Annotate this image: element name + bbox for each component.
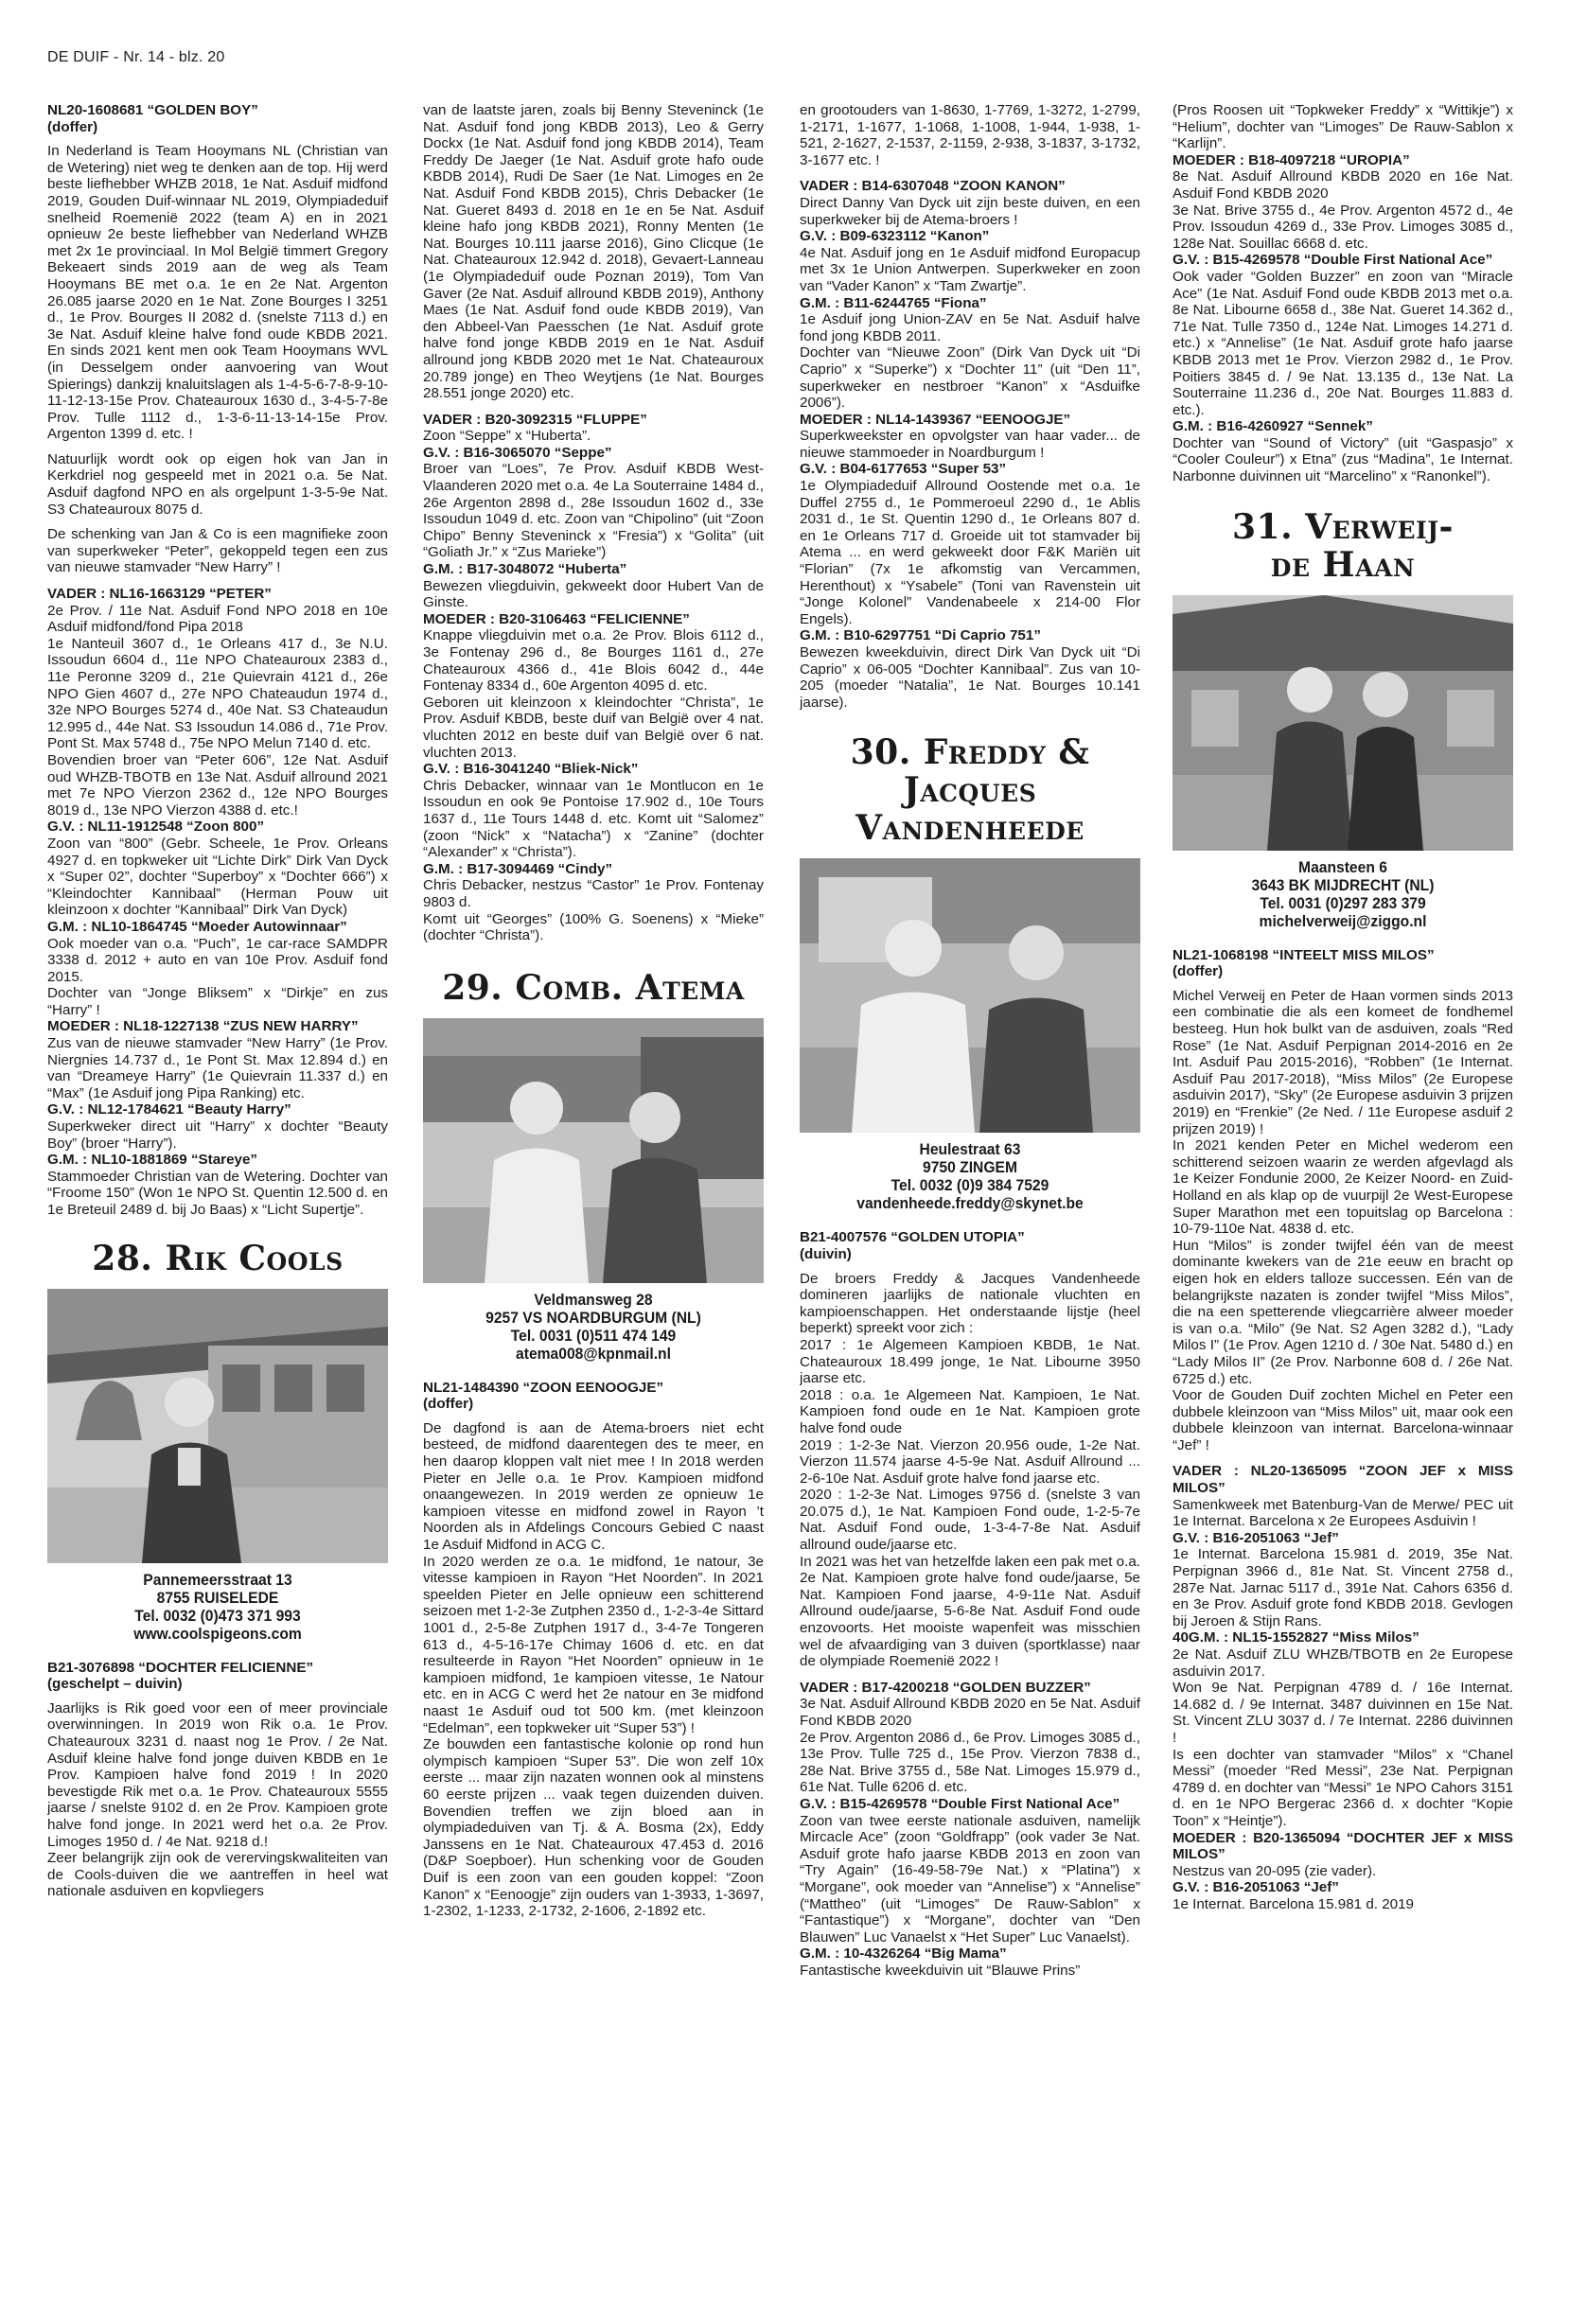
address-city: 3643 BK MIJDRECHT (NL) [1251, 875, 1435, 894]
entry-heading: B21-3076898 “DOCHTER FELICIENNE” [47, 1659, 314, 1676]
address-phone: Tel. 0031 (0)511 474 149 [510, 1326, 677, 1345]
grandsire-heading: G.V. : NL11-1912548 “Zoon 800” [47, 819, 265, 836]
paragraph: 2018 : o.a. 1e Algemeen Nat. Kampioen, 1e Nat. Kampioen fond oude en 1e Nat. Kampioen grote halve fond oude [800, 1386, 1140, 1436]
paragraph: Ze bouwden een fantastische kolonie op rond hun olympisch kampioen “Super 53”. Die won zelf 10x eerste ... maar zijn nazaten wonnen ook al minstens 60 eerste prijzen ... vaak tegen duizenden duiven. Bovendien treffen we zijn bloed aan in olympiadeduiven van Tj. & A. Bosma (2x), Eddy Janssens en 1e Nat. Chateauroux 47.453 d. 2016 (D&P Soepboer). Hun schenking voor de Gouden Duif is een zoon van een gouden koppel: “Zoon Kanon” x “Eenoogje” zijn ouders van 1-3933, 1-3697, 1-2302, 1-1233, 2-1732, 2-1606, 2-1892 etc. [423, 1736, 764, 1920]
section-title: 28. Rik Cools [92, 1238, 344, 1278]
paragraph: 3e Nat. Brive 3755 d., 4e Prov. Argenton 4572 d., 4e Prov. Issoudun 4269 d., 33e Prov. Limoges 3085 d., 128e Nat. Souillac 6668 d. etc. [1173, 202, 1513, 252]
paragraph: Komt uit “Georges” (100% G. Soenens) x “Mieke” (dochter “Christa”). [423, 910, 764, 944]
column-1 [47, 102, 388, 2307]
paragraph: van de laatste jaren, zoals bij Benny Steveninck (1e Nat. Asduif fond jong KBDB 2013), Leo & Gerry Dockx (1e Nat. Asduif fond jong KBDB 2014), Team Freddy De Jaeger (1e Nat. Asduif grote hafo oude KBDB 2014), Rudi De Saer (1e Nat. Limoges en 2e Nat. Asduif Fond KBDB 2015), Chris Debacker (1e Nat. Gueret 8493 d. 2018 en 1e en 5e Nat. Asduif kleine hafo jong KBDB 2021), Ronny Menten (1e Nat. Bourges 10.111 jaarse 2016), Gino Clicque (1e Nat. Chateauroux 12.942 d. 2018), Gevaert-Lanneau (1e Olympiadeduif oude Poznan 2019), Tom Van Gaver (2e Nat. Asduif allround KBDB 2019), Anthony Maes (1e Nat. Asduif fond oude KBDB 2019), Van den Abbeel-Van Paesschen (1e Nat. Asduif grote halve fond jonge KBDB 2019 en 1e Nat. Asduif allround jong KBDB 2020 met 1e Nat. Chateauroux 20.789 jonge) en Theo Weytjens (1e Nat. Bourges 28.551 jonge 2020) etc. [423, 102, 764, 402]
entry-subheading: (geschelpt – duivin) [47, 1676, 183, 1693]
grandsire-heading: G.V. : B15-4269578 “Double First National Ace” [1173, 252, 1493, 269]
sire-heading: VADER : NL16-1663129 “PETER” [47, 586, 272, 603]
paragraph: 1e Internat. Barcelona 15.981 d. 2019, 35e Nat. Perpignan 3966 d., 81e Nat. St. Vincent 2758 d., 287e Nat. Jarnac 5117 d., 391e Nat. Cahors 6356 d. en 3e Prov. Asduif grote fond KBDB 2018. Gevlogen bij Jeroen & Stijn Rans. [1173, 1546, 1513, 1629]
paragraph: Zoon “Seppe” x “Huberta”. [423, 428, 591, 445]
paragraph: Superkweekster en opvolgster van haar vader... de nieuwe stammoeder in Noardburgum ! [800, 428, 1140, 461]
address-street: Veldmansweg 28 [534, 1290, 653, 1309]
granddam-heading: G.M. : B17-3094469 “Cindy” [423, 860, 613, 877]
paragraph: Samenkweek met Batenburg-Van de Merwe/ PEC uit 1e Internat. Barcelona x 2e Europees Asduivin ! [1173, 1496, 1513, 1530]
granddam-heading: 40G.M. : NL15-1552827 “Miss Milos” [1173, 1629, 1419, 1646]
dam-heading: MOEDER : NL14-1439367 “EENOOGJE” [800, 411, 1071, 428]
granddam-heading: G.M. : B11-6244765 “Fiona” [800, 294, 987, 311]
entry-heading: NL21-1484390 “ZOON EENOOGJE” [423, 1379, 664, 1396]
sire-heading: VADER : NL20-1365095 “ZOON JEF x MISS MILOS” [1173, 1463, 1513, 1497]
entry-heading: B21-4007576 “GOLDEN UTOPIA” [800, 1229, 1025, 1246]
sire-heading: VADER : B17-4200218 “GOLDEN BUZZER” [800, 1679, 1091, 1696]
granddam-heading: G.M. : 10-4326264 “Big Mama” [800, 1945, 1007, 1963]
paragraph: Zoon van “800” (Gebr. Scheele, 1e Prov. Orleans 4927 d. en topkweker uit “Lichte Dirk” Dirk Van Dyck x “Super 02”, dochter “Superboy” x “Dochter 666”) x “Kleindochter Kannibaal” (Herman Pouw uit kleinzoon x dochter “Kannibaal” Dirk Van Dyck) [47, 835, 388, 919]
breeders-photo [1173, 595, 1513, 851]
dam-heading: MOEDER : NL18-1227138 “ZUS NEW HARRY” [47, 1018, 359, 1035]
paragraph: Fantastische kweekduivin uit “Blauwe Prins” [800, 1962, 1081, 1979]
address-city: 8755 RUISELEDE [156, 1588, 279, 1607]
paragraph: Chris Debacker, nestzus “Castor” 1e Prov. Fontenay 9803 d. [423, 877, 764, 910]
paragraph: Zus van de nieuwe stamvader “New Harry” (1e Prov. Niergnies 14.737 d., 1e Pont St. Max 12.894 d.) en van “Dreameye Harry” (1e Quievrain 11.337 d.) en “Max” (1e Asduif jong Pipa Ranking) etc. [47, 1035, 388, 1101]
paragraph: Natuurlijk wordt ook op eigen hok van Jan in Kerkdriel nog gespeeld met in 2021 o.a. 5e Nat. Asduif dagfond NPO en als orgelpunt 1-3-5-9e Nat. S3 Chateauroux 8075 d. [47, 450, 388, 518]
dam-heading: MOEDER : B20-3106463 “FELICIENNE” [423, 610, 690, 627]
grandsire-heading: G.V. : B09-6323112 “Kanon” [800, 228, 990, 245]
paragraph: Dochter van “Nieuwe Zoon” (Dirk Van Dyck uit “Di Caprio” x “Superke”) x “Dochter 11” (uit “Den 11”, superkweker en nestbroer “Kanon” x “Asduifke 2006”). [800, 344, 1140, 412]
paragraph: 8e Nat. Asduif Allround KBDB 2020 en 16e Nat. Asduif Fond KBDB 2020 [1173, 168, 1513, 202]
granddam-heading: G.M. : NL10-1864745 “Moeder Autowinnaar” [47, 918, 347, 935]
paragraph: In 2021 kenden Peter en Michel wederom een schitterend seizoen waarin ze werden afgevlagd als 1e Keizer Fondunie 2000, 2e Keizer Noord- en Zuid-Holland en als klap op de vuurpijl 2e West-Europese Super Marathon met een topuitslag op Barcelona : 10-79-110e Nat. 4838 d. etc. [1173, 1137, 1513, 1238]
grandsire-heading: G.V. : B16-2051063 “Jef” [1173, 1879, 1339, 1896]
sire-heading: VADER : B14-6307048 “ZOON KANON” [800, 178, 1066, 195]
paragraph: 2e Nat. Asduif ZLU WHZB/TBOTB en 2e Europese asduivin 2017. [1173, 1646, 1513, 1680]
grandsire-heading: G.V. : B16-3041240 “Bliek-Nick” [423, 761, 639, 778]
paragraph: Voor de Gouden Duif zochten Michel en Peter een dubbele kleinzoon van “Miss Milos” uit, maar ook een dubbele kleinzoon van internat. Barcelona-winnaar “Jef” ! [1173, 1387, 1513, 1453]
paragraph: 2e Prov. Argenton 2086 d., 6e Prov. Limoges 3085 d., 13e Prov. Tulle 725 d., 15e Prov. Vierzon 7838 d., 28e Nat. Brive 3755 d., 58e Nat. Limoges 15.979 d., 61e Nat. Tulle 6206 d. etc. [800, 1729, 1140, 1796]
paragraph: 1e Nanteuil 3607 d., 1e Orleans 417 d., 3e N.U. Issoudun 6604 d., 11e NPO Chateauroux 2383 d., 11e Peronne 3209 d., 21e Quievrain 4121 d., 26e NPO Gien 4607 d., 27e NPO Chateaudun 1974 d., 32e NPO Bourges 5274 d., 40e Nat. S3 Chateaudun 12.995 d., 44e Nat. S3 Issoudun 14.086 d., 71e Prov. Pont St. Max 5748 d., 75e NPO Melun 7140 d. etc. [47, 635, 388, 752]
paragraph: Zeer belangrijk zijn ook de verervingskwaliteiten van de Cools-duiven die we aantreffen in heel wat nationale asduiven en kopvliegers [47, 1850, 388, 1900]
address-city: 9750 ZINGEM [923, 1158, 1017, 1177]
paragraph: Jaarlijks is Rik goed voor een of meer provinciale overwinningen. In 2019 won Rik o.a. 1e Prov. Chateauroux 3231 d. naast nog 1e Prov. / 2e Nat. Asduif kleine halve fond jonge duiven KBDB en 1e Prov. Kampioen halve fond 2019 ! In 2020 bevestigde Rik met o.a. 1e Prov. Chateauroux 5555 jaarse / snelste 9102 d. en 2e Prov. Kampioen grote halve fond jonge. In 2021 werd het o.a. 2e Prov. Limoges 1950 d. / 4e Nat. 9218 d.! [47, 1699, 388, 1850]
breeders-photo [800, 858, 1140, 1133]
loft-photo [47, 1289, 388, 1563]
paragraph: Dochter van “Sound of Victory” (uit “Gaspasjo” x “Cooler Couleur”) x Etna” (zus “Madina”, 1e Internat. Narbonne duivinnen uit “Marcelino” x “Ranonkel”). [1173, 434, 1513, 485]
column-3 [800, 102, 1140, 2307]
dam-heading: MOEDER : B18-4097218 “UROPIA” [1173, 151, 1410, 168]
paragraph: Won 9e Nat. Perpignan 4789 d. / 16e Internat. 14.682 d. / 9e Internat. 3487 duivinnen en 15e Nat. St. Vincent ZLU 3037 d. / 7e Internat. 2286 duivinnen ! [1173, 1680, 1513, 1746]
paragraph: Ook vader “Golden Buzzer” en zoon van “Miracle Ace” (1e Nat. Asduif Fond oude KBDB 2013 met o.a. 8e Nat. Libourne 6658 d., 38e Nat. Gueret 14.362 d., 71e Nat. Tulle 7350 d., 124e Nat. Limoges 14.271 d. etc.) x “Annelise” (1e Nat. Asduif grote hafo jaarse KBDB 2013 met 1e Prov. Vierzon 2982 d., 1e Prov. Poitiers 3845 d. / 9e Nat. 13.135 d., 13e Nat. La Souterraine 11.236 d., 20e Nat. Bourges 11.883 d. etc.). [1173, 268, 1513, 418]
paragraph: 2020 : 1-2-3e Nat. Limoges 9756 d. (snelste 3 van 20.075 d.), 1e Nat. Kampioen Fond oude, 1-2-5-7e Nat. Asduif Fond oude, 1-3-4-7-8e Nat. Asduif allround oude/jaarse etc. [800, 1487, 1140, 1554]
paragraph: De schenking van Jan & Co is een magnifieke zoon van superkweker “Peter”, gekoppeld tegen een zus van nieuwe stamvader “New Harry” ! [47, 526, 388, 576]
paragraph: De broers Freddy & Jacques Vandenheede domineren jaarlijks de nationale vluchten en kampioenschappen. Het onderstaande lijstje (heel beperkt) spreekt voor zich : [800, 1270, 1140, 1337]
paragraph: Broer van “Loes”, 7e Prov. Asduif KBDB West-Vlaanderen 2020 met o.a. 4e La Souterraine 1484 d., 26e Argenton 2898 d., 28e Issoudun 1602 d., 33e Issoudun 1049 d. etc. Zoon van “Chipolino” (uit “Zoon Chipo” Benny Steveninck x “Fresia”) x “Golita” (uit “Goliath Jr.” x “Zus Marieke”) [423, 461, 764, 561]
address-street: Pannemeersstraat 13 [143, 1570, 292, 1589]
paragraph: Geboren uit kleinzoon x kleindochter “Christa”, 1e Prov. Asduif KBDB, beste duif van België over 4 nat. vluchten 2012 en beste duif van België over 6 nat. vluchten 2013. [423, 694, 764, 761]
grandsire-heading: G.V. : B04-6177653 “Super 53” [800, 461, 1007, 478]
granddam-heading: G.M. : NL10-1881869 “Stareye” [47, 1152, 258, 1169]
entry-subheading: (doffer) [1173, 963, 1224, 980]
paragraph: Knappe vliegduivin met o.a. 2e Prov. Blois 6112 d., 3e Fontenay 296 d., 8e Bourges 1161 d., 27e Chateauroux 4366 d., 41e Blois 6042 d., 44e Fontenay 8334 d., 60e Argenton 4095 d. etc. [423, 627, 764, 695]
address-block [436, 1291, 749, 1363]
paragraph: Michel Verweij en Peter de Haan vormen sinds 2013 een combinatie die als een komeet de fondhemel besteeg. Hun hok bulkt van de asduiven, zoals “Red Rose” (1e Nat. Asduif Perpignan 2014-2016 en 2e Int. Asduif Pau 2015-2016), “Robben” (1e Internat. Asduif Pau 2017-2018), “Miss Milos” (2e Europese asduivin 2017), “Sky” (2e Europese asduivin 3 prijzen 2019) en “Frenkie” (2e Ned. / 11e Europese asduif 2 prijzen 2019) ! [1173, 987, 1513, 1137]
entry-subheading: (duivin) [800, 1245, 852, 1262]
address-email: michelverweij@ziggo.nl [1259, 911, 1427, 930]
paragraph: Stammoeder Christian van de Wetering. Dochter van “Froome 150” (Won 1e NPO St. Quentin 12.500 d. en 1e Breteuil 2489 d. bij Jo Baas) x “Licht Supertje”. [47, 1168, 388, 1218]
paragraph: 3e Nat. Asduif Allround KBDB 2020 en 5e Nat. Asduif Fond KBDB 2020 [800, 1696, 1140, 1729]
paragraph: Bewezen vliegduivin, gekweekt door Hubert Van de Ginste. [423, 577, 764, 611]
section-title-line-1: 31. Verweij- [1232, 506, 1454, 547]
paragraph: Bovendien broer van “Peter 606”, 12e Nat. Asduif oud WHZB-TBOTB en 13e Nat. Asduif allround 2021 met 7e NPO Vierzon 2362 d., 12e NPO Bourges 8019 d., 13e NPO Vierzon 4388 d. etc.! [47, 751, 388, 819]
address-website: www.coolspigeons.com [133, 1624, 302, 1643]
section-title [800, 733, 1140, 847]
paragraph: Hun “Milos” is zonder twijfel één van de meest dominante kwekers van de 21e eeuw en bracht op eigen hok en elders talloze successen. Eén van de belangrijkste nazaten is zonder twijfel “Miss Milos”, die na een spetterende vliegcarrière alweer moeder is van o.a. “Milo” (9e Nat. S2 Agen 3282 d.), “Lady Milos I” (1e Prov. Agen 1210 d. / 30e Nat. 5480 d.) en “Lady Milos II” (2e Prov. Narbonne 608 d. / 26e Nat. 6725 d.) etc. [1173, 1237, 1513, 1387]
paragraph: In Nederland is Team Hooymans NL (Christian van de Wetering) niet weg te denken aan de top. Hij werd beste liefhebber WHZB 2018, 1e Nat. Asduif midfond 2019, Gouden Duif-winnaar NL 2019, Olympiadeduif snelheid Roemenië 2022 (team A) en in 2021 opnieuw 2e beste liefhebber van Nederland WHZB met 2x 1e provinciaal. In Mol België timmert Gregory Bekeaert sinds 2019 aan de weg als Team Hooymans BE met o.a. 1e en 2e Nat. Argenton 26.085 jaarse 2020 en 1e Nat. Zone Bourges I 3251 d., 1e Prov. Bourges II 2082 d. (snelste 7113 d.) en 3e Nat. Asduif kleine halve fond oude KBDB 2021. En sinds 2021 kent men ook Team Hooymans WVL (in Desselgem onder aanvoering van Wout Spierings) dankzij knaluitslagen als 1-4-5-6-7-8-9-10-11-12-13-15e Prov. Chateauroux 1630 d., 3-4-5-7-8e Prov. Tulle 1112 d., 1-3-6-11-13-14-15e Prov. Argenton 1399 d. etc. ! [47, 143, 388, 443]
breeders-photo [423, 1018, 764, 1283]
grandsire-heading: G.V. : NL12-1784621 “Beauty Harry” [47, 1101, 291, 1118]
granddam-heading: G.M. : B10-6297751 “Di Caprio 751” [800, 627, 1041, 644]
address-street: Heulestraat 63 [919, 1140, 1021, 1159]
entry-subheading: (doffer) [47, 118, 98, 135]
paragraph: 1e Internat. Barcelona 15.981 d. 2019 [1173, 1895, 1415, 1912]
section-title-line-2: Vandenheede [855, 808, 1084, 849]
address-block [61, 1571, 374, 1643]
granddam-heading: G.M. : B16-4260927 “Sennek” [1173, 418, 1373, 435]
paragraph: 2017 : 1e Algemeen Kampioen KBDB, 1e Nat. Chateauroux 18.499 jonge, 1e Nat. Libourne 3950 jaarse etc. [800, 1336, 1140, 1387]
section-title: 29. Comb. Atema [442, 967, 745, 1008]
address-block [1186, 858, 1499, 930]
paragraph: 1e Olympiadeduif Allround Oostende met o.a. 1e Duffel 2755 d., 1e Pommeroeul 2290 d., 1e Ablis 2031 d., 1e St. Quentin 1290 d., 1e Orleans 807 d. en 1e Orleans 717 d. Groeide uit tot stamvader bij Atema ... en werd gekweekt door F&K Mariën uit “Florian” (7x 1e afkomstig van Vercammen, Herenthout) x “Ysabele” (Toni van Ravenstein uit “Jonge Kolonel” Vandenabeele x 214-00 Flor Engels). [800, 478, 1140, 627]
column-2 [423, 102, 764, 2307]
section-title [1173, 508, 1513, 584]
paragraph: Nestzus van 20-095 (zie vader). [1173, 1862, 1377, 1879]
section-title-line-1: 30. Freddy & Jacques [850, 732, 1090, 811]
column-4 [1173, 102, 1513, 2307]
paragraph: en grootouders van 1-8630, 1-7769, 1-3272, 1-2799, 1-2171, 1-1677, 1-1068, 1-1008, 1-944, 1-938, 1-521, 2-1627, 2-1537, 2-1159, 2-938, 3-1837, 3-1732, 3-1677 etc. ! [800, 102, 1140, 168]
paragraph: Is een dochter van stamvader “Milos” x “Chanel Messi” (moeder “Red Messi”, 23e Nat. Perpignan 4789 d. en dochter van “Messi” 1e NPO Cahors 3151 d. en 1e NPO Bergerac 2366 d. x dochter “Kopie Toon” x “Heintje”). [1173, 1746, 1513, 1829]
paragraph: 2019 : 1-2-3e Nat. Vierzon 20.956 oude, 1-2e Nat. Vierzon 11.574 jaarse 4-5-9e Nat. Asduif Allround ... 2-6-10e Nat. Asduif grote halve fond jaarse etc. [800, 1436, 1140, 1487]
running-head: DE DUIF - Nr. 14 - blz. 20 [47, 49, 225, 65]
paragraph: Dochter van “Jonge Bliksem” x “Dirkje” en zus “Harry” ! [47, 985, 388, 1018]
paragraph: 1e Asduif jong Union-ZAV en 5e Nat. Asduif halve fond jong KBDB 2011. [800, 311, 1140, 344]
paragraph: In 2020 werden ze o.a. 1e midfond, 1e natour, 3e vitesse kampioen in Rayon “Het Noorden”. In 2021 speelden Pieter en Jelle opnieuw een schitterend seizoen met 1-2-3e Zutphen 2350 d., 1-2-3-4e Sittard 1001 d., 2-5-8e Zutphen 1917 d., 3-4-7e Tongeren 613 d., 4-5-16-17e Chimay 1606 d. etc. en dat resulteerde in Rayon “Het Noorden” opnieuw in 1e kampioen midfond, 1e kampioen vitesse, 1e Natour etc. en in ACG C werd het 2e natour en 3e midfond naast 1e Asduif oud tot 500 km. (met kleinzoon “Edelman”, een topkweker uit “Super 53”) ! [423, 1553, 764, 1736]
paragraph: Superkweker direct uit “Harry” x dochter “Beauty Boy” (broer “Harry”). [47, 1118, 388, 1152]
dam-heading: MOEDER : B20-1365094 “DOCHTER JEF x MISS MILOS” [1173, 1829, 1513, 1863]
paragraph: Zoon van twee eerste nationale asduiven, namelijk Mircacle Ace” (zoon “Goldfrapp” (ook vader 3e Nat. Asduif grote hafo jaarse KBDB 2013 en zoon van “Try Again” (16-49-58-79e Nat.) x “Platina”) x “Morgane”, ook moeder van “Annelise”) x “Annelise” (“Mattheo” (uit “Limoges” De Rauw-Sablon” x “Fantastique”) x “Morgane”, dochter van “Den Blauwen” Luc Vanaelst x “Het Super” Luc Vanaelst). [800, 1812, 1140, 1945]
address-street: Maansteen 6 [1298, 857, 1387, 876]
address-email: atema008@kpnmail.nl [516, 1344, 671, 1363]
entry-heading: NL20-1608681 “GOLDEN BOY” [47, 102, 258, 118]
grandsire-heading: G.V. : B16-2051063 “Jef” [1173, 1529, 1339, 1546]
granddam-heading: G.M. : B17-3048072 “Huberta” [423, 561, 627, 578]
address-phone: Tel. 0032 (0)9 384 7529 [890, 1176, 1049, 1195]
address-phone: Tel. 0032 (0)473 371 993 [134, 1606, 301, 1625]
paragraph: De dagfond is aan de Atema-broers niet echt besteed, de midfond daarentegen des te meer, en hen daarop kloppen valt niet mee ! In 2018 werden Pieter en Jelle o.a. 1e Prov. Kampioen midfond onaangewezen. In 2019 werden ze opnieuw 1e kampioen vitesse en midfond zowel in Rayon ’t Noorden als in Afdelings Concours Gebied C naast 1e Asduif Midfond in ACG C. [423, 1419, 764, 1554]
grandsire-heading: G.V. : B16-3065070 “Seppe” [423, 444, 612, 461]
entry-subheading: (doffer) [423, 1396, 474, 1413]
entry-heading: NL21-1068198 “INTEELT MISS MILOS” [1173, 946, 1435, 963]
paragraph: 2e Prov. / 11e Nat. Asduif Fond NPO 2018 en 10e Asduif midfond/fond Pipa 2018 [47, 602, 388, 636]
section-title-line-2: de Haan [1270, 544, 1416, 585]
paragraph: In 2021 was het van hetzelfde laken een pak met o.a. 2e Nat. Kampioen grote halve fond oude/jaarse, 5e Nat. Kampioen Fond jaarse, 4-9-11e Nat. Asduif Allround oude/jaarse, 5-6-8e Nat. Asduif Fond oude enzovoorts. Het mooiste wapenfeit was misschien wel de afvaardiging van 3 duiven (sportklasse) naar de olympiade Roemenië 2022 ! [800, 1553, 1140, 1670]
paragraph: 4e Nat. Asduif jong en 1e Asduif midfond Europacup met 3x 1e Union Antwerpen. Superkweker en zoon van “Vader Kanon” x “Tam Zwartje”. [800, 244, 1140, 294]
paragraph: Ook moeder van o.a. “Puch”, 1e car-race SAMDPR 3338 d. 2012 + auto en van 10e Prov. Asduif fond 2015. [47, 935, 388, 985]
address-phone: Tel. 0031 (0)297 283 379 [1260, 893, 1426, 912]
address-block [813, 1140, 1126, 1212]
address-email: vandenheede.freddy@skynet.be [856, 1194, 1084, 1213]
grandsire-heading: G.V. : B15-4269578 “Double First National Ace” [800, 1795, 1120, 1812]
paragraph: Chris Debacker, winnaar van 1e Montlucon en 1e Issoudun en ook 9e Pontoise 17.902 d., 10e Tours 1637 d., 11e Tours 1448 d. etc. Komt uit “Salomez” (zoon “Nick” x “Natacha”) x “Zanine” (dochter “Alexander” x “Christa”). [423, 777, 764, 861]
sire-heading: VADER : B20-3092315 “FLUPPE” [423, 411, 647, 428]
address-city: 9257 VS NOARDBURGUM (NL) [485, 1308, 701, 1327]
paragraph: Bewezen kweekduivin, direct Dirk Van Dyck uit “Di Caprio” x 06-005 “Dochter Kannibaal”. Zus van 10-205 (moeder “Natalia”, 1e Nat. Bourges 10.141 jaarse). [800, 644, 1140, 711]
paragraph: Direct Danny Van Dyck uit zijn beste duiven, en een superkweker bij de Atema-broers ! [800, 194, 1140, 228]
paragraph: (Pros Roosen uit “Topkweker Freddy” x “Wittikje”) x “Helium”, dochter van “Limoges” De Rauw-Sablon x “Karlijn”. [1173, 102, 1513, 152]
